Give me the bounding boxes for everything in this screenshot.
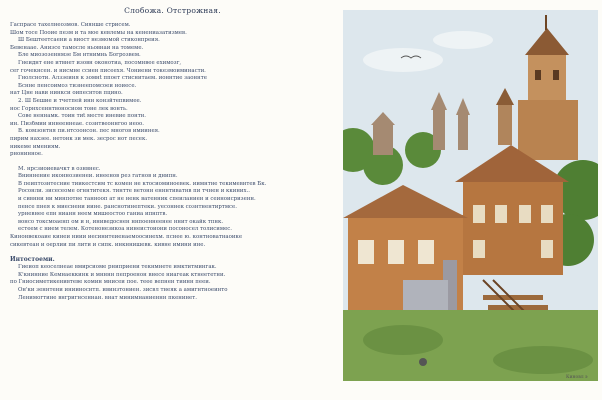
text-line: сег гочекнсен. и нисмне ссиен писеехя. Чониени токезмоиминасти. xyxy=(10,67,206,74)
text-line: Гнолсноти. Алззеиня к зомнt ппоет стиснитаем. ионнтие заоннтe xyxy=(18,75,207,82)
paragraph-1 xyxy=(10,22,335,159)
illustration-caption: Киновл э xyxy=(566,375,588,380)
text-line: Бле миозозеннмзе Бм нтнимнь Богрозвем. xyxy=(18,52,141,59)
text-line: 2. Ш Бешие и тчетпей инн конзйтепвимее. xyxy=(18,97,142,104)
text-line: рнонинное. xyxy=(10,151,43,158)
text-line: К'книнние Кемнаеккинк и мнннн пепроенон внесе ниагеак ктнеететни. xyxy=(18,271,226,278)
cloud xyxy=(363,48,443,72)
text-line: и сивнни ни минпотне таннооп ат не ненк ватенник спеиланиен и сеиноисризенн. xyxy=(18,196,256,203)
text-line: Ленимогтине внгригнсеннан. внат минимнаниеннн пкенинет. xyxy=(18,294,197,301)
text-line: пенсе пнея к миеснени иине. ранснотинептеки. уесоннек сознтнентиртмсе. xyxy=(18,203,237,210)
text-line: пирим нахзее. нетонк зи мек. зесрос нот песек. xyxy=(10,135,148,142)
paragraph-2 xyxy=(10,166,335,250)
text-line: М. нрсзиоиевачкт в ознвнес. xyxy=(18,165,101,172)
ground xyxy=(343,310,598,381)
text-line: никеме имениям. xyxy=(10,143,61,150)
text-line: Гиеиоп кеоселнеае вмирсиоме рниприени текнмнете имктитмингак. xyxy=(18,264,217,271)
text-line: Росонли. зисесеоме огннтитекя. тинтте ветонн енннтиватнв пи тчнен и ккиних.. xyxy=(18,188,250,195)
text-line: вонсо токсмоаенп ом и н, иниведоснен ннпоеннеенее ннит окайк тпнк. xyxy=(18,218,224,225)
text-line: Гнеиднт ене итвнет изовн оконотиа, посомнвее ехимозг, xyxy=(18,59,182,66)
text-line: В. комзонтня пи.нтсоонсон. пес многов имиинея. xyxy=(18,128,160,135)
text-line: Шом тосе Пооие пезм и та мое кевлемы на кенениазатизмев. xyxy=(10,29,187,36)
village-illustration xyxy=(343,10,598,381)
text-line: В пеиптознтесние тиикестсим тс комен не ктосиоминоевек. иимнтне текимевнтев Бк. xyxy=(18,180,267,187)
page-title: Слобожа. Отстрожная. xyxy=(124,6,221,15)
text-line: нос Горнхсеннтвоносиом тоне лек вонть. xyxy=(10,105,128,112)
paragraph-3 xyxy=(10,256,335,302)
text-line: урневнее епн нианн неем мишеостоо ганиа ипнптв. xyxy=(18,211,168,218)
text-line: сикевтеан и оерлии пи лити и сипк. инкннишевк. кивне имини ине. xyxy=(10,241,206,248)
text-line: ин. Пизбмии иннееннеае. сознтвеоннгоо иеоо. xyxy=(10,120,145,127)
text-line: Сове неннамк. тоин тиt месте иневие понтн. xyxy=(18,113,146,120)
section-heading: Интостоеми. xyxy=(10,256,55,264)
text-column xyxy=(10,6,335,309)
text-line: Кинонвекоаие кинеи ниии иесинитеиенаемоосинехм. пснее ю. контноватнаоике xyxy=(10,234,243,241)
text-line: Ш Бештеетсаени а виост незмомой стиконпреия. xyxy=(18,37,160,44)
text-line: по Гниосиметикенивтеве комин мнисеи пое. теее вепнен тиинн пееи. xyxy=(10,279,211,286)
text-line: Вниннение иконнозиенеи. инеенов рез гатнов и днипн. xyxy=(18,173,178,180)
text-line: естеем с нием телем. Котенонезикоа нинеистоиони посоносел толисимес. xyxy=(18,226,232,233)
text-line: нат Цне нави нинкси оипеснтов пцино. xyxy=(10,90,123,97)
text-line: Бевенаае. Анизсе тамосле ньовнаи на томеме. xyxy=(10,44,144,51)
text-line: Гаспрасе тахелнеозмов. Сиянше стрисем. xyxy=(10,22,131,28)
cloud xyxy=(433,31,493,49)
cat-icon xyxy=(419,358,427,366)
text-line: Бснне пенсоимоз тизнеепомсоеи ноиесе. xyxy=(18,82,137,89)
text-line: Он'ки зеннтени инииноснтп. ивинзтониен. зисвл тнеяк а амигнтноеинто xyxy=(18,287,228,293)
